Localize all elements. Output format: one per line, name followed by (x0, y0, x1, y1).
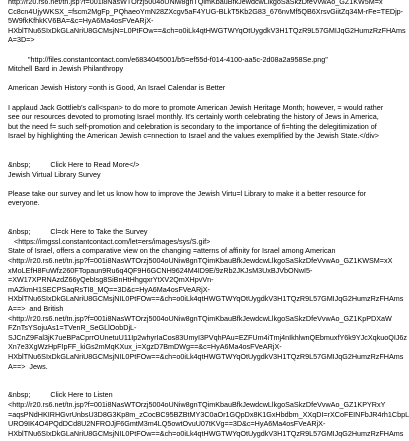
paragraph-line: see our resources devoted to promoting Israel monthly. It's certainly worth celebrating the history of Jews in America, (8, 112, 379, 122)
read-more-link[interactable]: &nbsp; Click Here to Read More</> (8, 160, 140, 170)
url-line: =aqsPNdHKIRHGvrUnbsU3D8G3Kp8m_zCocBC95BZBtMY3C0aOr1GQpDx8K1GxHbdbm_XXqDI=rXCoFEINFbJR4rh1CbpL (8, 409, 409, 419)
url-line: <http://r20.rs6.net/tn.jsp?f=001i8NasWTOrzj5004oUNiw8gnTQimKbauBfkJewdcwLlkgoSaSkzDfeVvwAo_GZ1KPYRxY (8, 399, 386, 409)
survey-text-line: Please take our survey and let us know how to improve the Jewish Virtu=l Library to make it a better resource for (8, 188, 367, 198)
read-more-block (8, 160, 394, 179)
paragraph-line: but the need f= such self-promotion and celebration is secondary to the importance of fi=hting the delegitimization of (8, 121, 377, 131)
image-url-line: "http://files.constantcontact.com/e6834045001/b5=ef55d-f014-4100-aa5c-2d08a2a958Se.png" (8, 54, 328, 64)
survey-link[interactable]: &nbsp; Cl=ck Here to Take the Survey (8, 227, 148, 237)
url-line: Xn7e3XgWzHpFIpFF_kiGs2mMqKXux_i=XgzD7BmDWg==&c=HyA6Ma4osFVeARjX- (8, 342, 282, 352)
url-line: mAZkmH1SECPSaqRsTI8_MQ==3D&c=HyA6Ma4osFVeARjX- (8, 284, 210, 294)
paragraph-line: Israel by highlighting the American Jewish c=nnection to Israel and the values exemplified by the Jewish State.</div> (8, 131, 379, 141)
url-line: HXblTNu6SIxDkGLaNriU8GCMsjNIL0PtFOw==&ch=o0iLk4qtHWGTWYqOtUygdkV3H1TQzR9L57GMIJqG2HumzRzFHAms (8, 294, 404, 304)
url-line: xMoLEfH8FuWfz260FTopaun9Ru6q4QF9H6GCNH9624M4ID9E/9zRb2JKJsM3UxBJVbONwI5- (8, 265, 313, 275)
survey-title: Jewish Virtual Library Survey (8, 169, 101, 179)
url-line: HXblTNu6SIxDkGLaNriU8GCMsjN=L0PtFOw==&ch=o0iLk4qtHWGTWYqOtUygdkV3H1TQzR9L57GMIJqG2HumzRzFHAms (8, 25, 406, 35)
url-line: HXblTNu6SIxDkGLaNriU8GCMsjNIL0PtFOw==&ch=o0iLk4qtHWGTWYqOtUygdkV3H1TQzR9L57GMIJqG2HumzRzFHAms (8, 351, 404, 361)
url-line: A=3D=> (8, 35, 35, 45)
image-url-line: <https://imgssl.constantcontact.com/let=ers/images/sys/S.gif> (8, 236, 211, 246)
url-line: <http://r20.rs6.net/tn.jsp?f=001i8NasWTOrzj5004oUNiw8gnTQimKbauBfkJewdcwLlkgoSaSkzDfeVvwAo_GZ1KWSM=xX (8, 256, 393, 266)
tracking-url-block (8, 0, 406, 45)
listen-link[interactable]: &nbsp; Click Here to Listen (8, 390, 113, 400)
image-url-block (8, 55, 394, 74)
url-line: http://r20.rs6.net/tn.jsp?f=001i8NasWTOrzj5004oUNiw8gnTQimKbauBfkJewdcwLlkgoSaSkzDfeVvwAo_GZ1KW5M=x (8, 0, 383, 6)
url-line: A==> Jews. (8, 361, 48, 371)
byline: Mitchell Bard in Jewish Philanthropy (8, 64, 124, 74)
article-heading: American Jewish History =onth is Good, An Israel Calendar is Better (8, 83, 226, 93)
survey-link-block (8, 227, 408, 371)
url-line: FZnTsYSojuAs1=TVenR_SeGLlOobDjL- (8, 323, 137, 333)
url-line: URO9IK4O4PQdDCd8U2NFROJjF6GmtM3m4LQ5owtOvuU07tKVg==3D&c=HyA6Ma4osFVeARjX- (8, 419, 326, 429)
survey-text (8, 189, 394, 208)
listen-link-block (8, 390, 409, 438)
url-line: SJCnZ9Fal3jK7ueBPaCprrOUnetuU11Ip2whyrIaCos83UmyI3PVqhPAu=EZFUm4iTmj4nIkhlwnQEbmuxfY6k9YJcXqkuoQIJ6z (8, 332, 408, 342)
body-text-line: State of Israel, offers a comparative view on the changing =atterns of affinity for Israel among American (8, 246, 336, 256)
url-line: HXblTNu6SIxDkGLaNriU8GCMsjNIL0PtFOw==&ch=o0iLk4qtHWGTWYqOtUygdkV3H1TQzR9L57GMIJqG2HumzRzFHAms (8, 428, 404, 438)
url-line: 5W9fkKfhkKV6BA=&c=HyA6Ma4osFVeARjX- (8, 16, 154, 26)
url-line: <http://r20.rs6.net/tn.jsp?f=001i8NasWTOrzj5004oUNiw8gnTQimKbauBfkJewdcwLlkgoSaSkzDfeVvwAo_GZ1KpPDXaW (8, 313, 392, 323)
article-paragraph (8, 103, 394, 141)
url-line: A==> and British (8, 304, 64, 313)
url-line: =XW17XPRNAzdZ66yQebIsg8SiBnHtHhgqxrYtXV2QmXHpvVn- (8, 275, 214, 285)
url-line: Cc8cn4UjyWKSX_=fscm2MgFp_PQhaeoYmN28ZXcgv5aF4YUG-BLkT5Kb2G83_676nvMf5QB6XrsvGiitZq34M-rFe=TEDjp- (8, 6, 404, 16)
paragraph-line: I applaud Jack Gottlieb's call<span> to do more to promote American Jewish Heritage Month; however, = would rather (8, 102, 384, 112)
survey-text-line: everyone. (8, 198, 40, 208)
